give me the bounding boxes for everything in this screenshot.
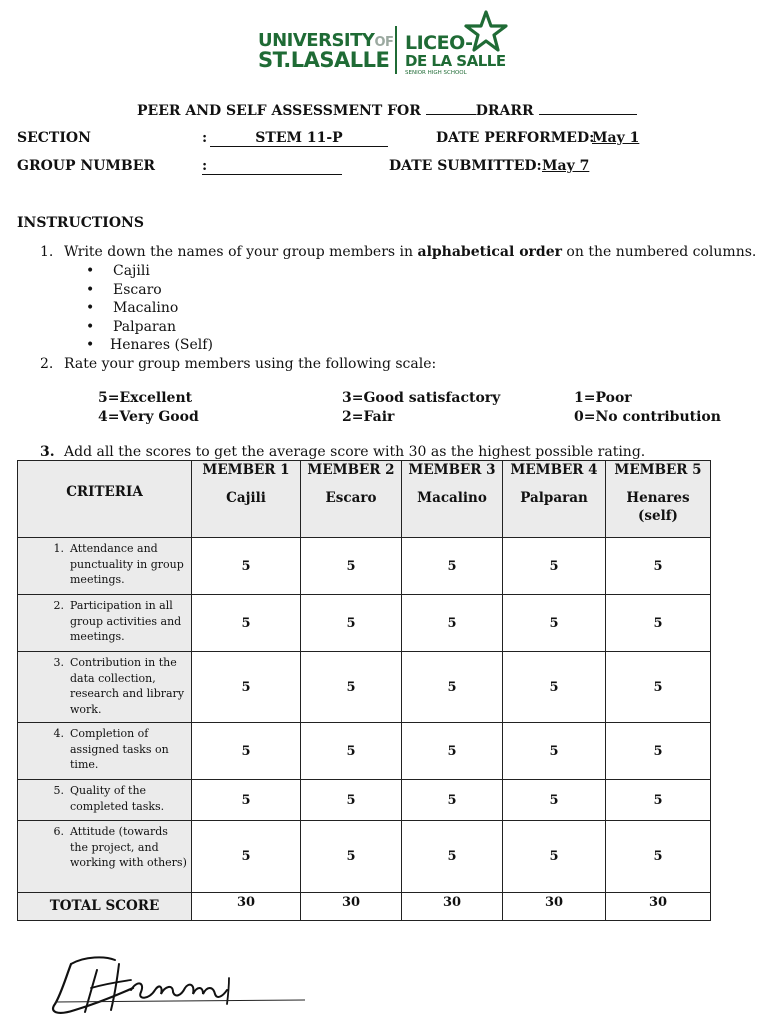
criteria-cell: 4. Completion of assigned tasks on time. xyxy=(18,723,192,780)
score-cell[interactable]: 5 xyxy=(402,595,503,652)
member-header: MEMBER 5 Henares (self) xyxy=(606,461,711,538)
title-blank-2[interactable] xyxy=(539,100,637,115)
date-submitted-value[interactable]: May 7 xyxy=(542,158,590,174)
logo-shs-text: SENIOR HIGH SCHOOL xyxy=(405,70,467,76)
score-cell[interactable]: 5 xyxy=(301,652,402,723)
score-cell[interactable]: 5 xyxy=(606,821,711,893)
score-cell[interactable]: 5 xyxy=(192,723,301,780)
scale-1: 1=Poor xyxy=(574,390,632,406)
score-cell[interactable]: 5 xyxy=(402,821,503,893)
date-performed-value[interactable]: May 1 xyxy=(592,130,640,146)
table-row xyxy=(18,652,711,723)
list-item: • Cajili xyxy=(86,263,150,279)
member-header: MEMBER 3 Macalino xyxy=(402,461,503,538)
list-item: • Palparan xyxy=(86,318,176,335)
scale-0: 0=No contribution xyxy=(574,409,721,425)
score-cell[interactable]: 5 xyxy=(606,723,711,780)
score-cell[interactable]: 5 xyxy=(301,780,402,821)
scale-5: 5=Excellent xyxy=(98,390,193,406)
criteria-cell: 6. Attitude (towards the project, and working with others) xyxy=(18,821,192,893)
instruction-2-number: 2. xyxy=(40,356,54,372)
score-cell[interactable]: 5 xyxy=(503,723,606,780)
score-cell[interactable]: 5 xyxy=(192,538,301,595)
score-cell[interactable]: 5 xyxy=(192,652,301,723)
criteria-header: CRITERIA xyxy=(18,461,192,538)
criteria-cell: 1. Attendance and punctuality in group meetings. xyxy=(18,538,192,595)
score-cell[interactable]: 5 xyxy=(402,780,503,821)
table-header-row xyxy=(18,461,711,538)
score-cell[interactable]: 5 xyxy=(301,821,402,893)
table-row xyxy=(18,595,711,652)
total-cell[interactable]: 30 xyxy=(192,893,301,921)
score-cell[interactable]: 5 xyxy=(606,780,711,821)
section-colon: : xyxy=(202,130,208,146)
score-cell[interactable]: 5 xyxy=(301,538,402,595)
scale-3: 3=Good satisfactory xyxy=(342,390,501,406)
total-cell[interactable]: 30 xyxy=(606,893,711,921)
section-value: STEM 11-P xyxy=(255,130,343,146)
member-header: MEMBER 4 Palparan xyxy=(503,461,606,538)
score-cell[interactable]: 5 xyxy=(503,652,606,723)
score-cell[interactable]: 5 xyxy=(192,821,301,893)
logo-university-text: UNIVERSITYOF xyxy=(258,30,394,51)
total-row xyxy=(18,893,711,921)
assessment-table xyxy=(17,460,711,921)
table-row xyxy=(18,538,711,595)
score-cell[interactable]: 5 xyxy=(301,723,402,780)
criteria-cell: 5. Quality of the completed tasks. xyxy=(18,780,192,821)
total-score-label: TOTAL SCORE xyxy=(18,893,192,921)
title-blank-1[interactable] xyxy=(426,100,476,115)
date-submitted-label: DATE SUBMITTED: xyxy=(389,158,542,174)
table-row xyxy=(18,780,711,821)
logo-stlasalle-text: ST.LASALLE xyxy=(258,48,390,72)
instruction-1-number: 1. xyxy=(40,244,54,260)
member-header: MEMBER 2 Escaro xyxy=(301,461,402,538)
date-performed-label: DATE PERFORMED: xyxy=(436,130,595,146)
score-cell[interactable]: 5 xyxy=(503,595,606,652)
instruction-1: Write down the names of your group members in alphabetical order on the numbered columns. xyxy=(64,244,757,260)
score-cell[interactable]: 5 xyxy=(301,595,402,652)
score-cell[interactable]: 5 xyxy=(503,780,606,821)
list-item: • Henares (Self) xyxy=(86,337,213,353)
score-cell[interactable]: 5 xyxy=(606,595,711,652)
score-cell[interactable]: 5 xyxy=(503,821,606,893)
star-icon xyxy=(464,10,508,52)
list-item: • Macalino xyxy=(86,300,179,316)
instruction-2: Rate your group members using the following scale: xyxy=(64,356,437,372)
page-title: PEER AND SELF ASSESSMENT FOR DRARR xyxy=(137,100,637,119)
member-header: MEMBER 1 Cajili xyxy=(192,461,301,538)
group-number-label: GROUP NUMBER xyxy=(17,158,156,174)
instructions-heading: INSTRUCTIONS xyxy=(17,215,144,231)
section-label: SECTION xyxy=(17,130,91,146)
list-item: • Escaro xyxy=(86,281,162,298)
table-row xyxy=(18,821,711,893)
total-cell[interactable]: 30 xyxy=(402,893,503,921)
score-cell[interactable]: 5 xyxy=(606,538,711,595)
score-cell[interactable]: 5 xyxy=(606,652,711,723)
score-cell[interactable]: 5 xyxy=(402,538,503,595)
signature xyxy=(45,950,310,1022)
instruction-3: Add all the scores to get the average score with 30 as the highest possible rating. xyxy=(64,444,646,460)
score-cell[interactable]: 5 xyxy=(192,595,301,652)
score-cell[interactable]: 5 xyxy=(402,723,503,780)
school-logo xyxy=(258,10,508,76)
score-cell[interactable]: 5 xyxy=(503,538,606,595)
logo-divider xyxy=(395,26,397,74)
score-cell[interactable]: 5 xyxy=(192,780,301,821)
total-cell[interactable]: 30 xyxy=(301,893,402,921)
criteria-cell: 2. Participation in all group activities and meetings. xyxy=(18,595,192,652)
instruction-3-number: 3. xyxy=(40,444,55,460)
scale-2: 2=Fair xyxy=(342,409,395,425)
scale-4: 4=Very Good xyxy=(98,409,199,425)
table-row xyxy=(18,723,711,780)
criteria-cell: 3. Contribution in the data collection, research and library work. xyxy=(18,652,192,723)
total-cell[interactable]: 30 xyxy=(503,893,606,921)
score-cell[interactable]: 5 xyxy=(402,652,503,723)
members-list xyxy=(86,263,213,356)
logo-liceo-text: LICEO- xyxy=(405,32,473,54)
logo-delasalle-text: DE LA SALLE xyxy=(405,52,506,70)
section-field[interactable] xyxy=(210,130,388,147)
group-number-field[interactable]: : xyxy=(202,158,342,175)
